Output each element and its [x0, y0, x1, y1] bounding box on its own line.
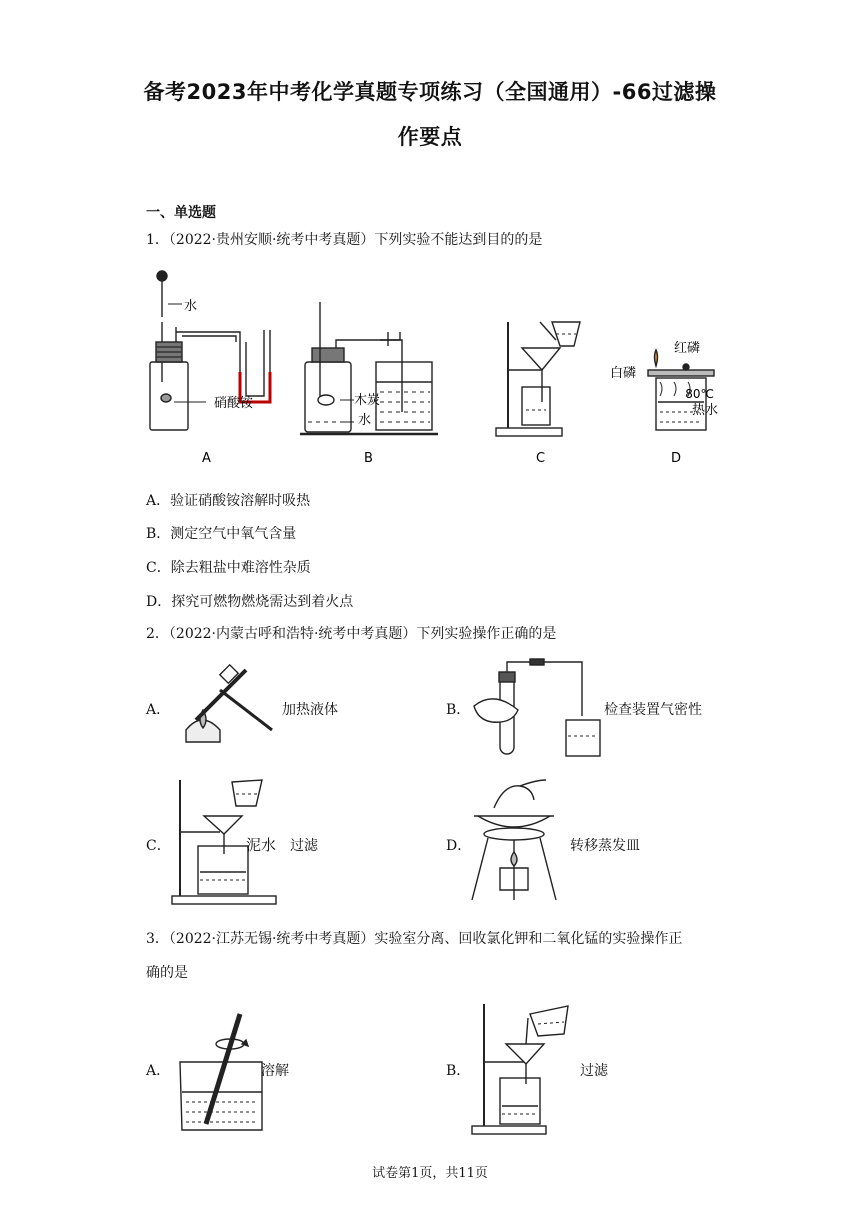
doc-title-line2: 作要点	[397, 125, 463, 149]
q2-option-c-label: 过滤	[290, 838, 318, 854]
q2-figure-d	[464, 778, 564, 904]
q2-figure-b	[470, 656, 616, 760]
q1-label-red-p: 红磷	[674, 341, 701, 356]
section-heading: 一、单选题	[146, 205, 216, 221]
q2-option-c-fig-label: 泥水	[246, 836, 277, 854]
q1-stem: 1．（2022·贵州安顺·统考中考真题）下列实验不能达到目的的是	[146, 232, 543, 248]
q2-figure-a	[176, 660, 280, 750]
q1-option-c: C．除去粗盐中难溶性杂质	[146, 560, 311, 576]
q1-option-a: A．验证硝酸铵溶解时吸热	[146, 493, 311, 509]
q1-panel-letter-b: B	[364, 451, 373, 466]
q1-label-water2: 水	[358, 413, 372, 428]
q1-label-white-p: 白磷	[610, 366, 637, 381]
page-footer: 试卷第1页，共11页	[372, 1166, 488, 1181]
q3-option-a-letter: A．	[146, 1063, 171, 1079]
q1-panel-letter-c: C	[536, 451, 546, 466]
q2-option-a-label: 加热液体	[282, 702, 338, 718]
q1-label-temp: 80℃	[685, 387, 714, 401]
q1-option-b: B．测定空气中氧气含量	[146, 526, 297, 542]
q1-label-nh4no3: 硝酸铵	[214, 396, 254, 411]
q3-figure-a	[178, 1012, 266, 1134]
q1-label-water: 水	[184, 299, 198, 314]
q2-option-d-letter: D．	[446, 838, 472, 854]
q1-panel-letter-a: A	[202, 451, 211, 466]
doc-title-line1: 备考2023年中考化学真题专项练习（全国通用）-66过滤操	[143, 80, 717, 104]
q1-label-hot-water: 热水	[691, 403, 718, 418]
q1-panel-c	[496, 322, 580, 436]
q2-option-c-letter: C．	[146, 838, 171, 854]
q1-option-d: D．探究可燃物燃烧需达到着火点	[146, 594, 354, 610]
q3-stem-line2: 确的是	[146, 965, 188, 981]
q2-option-b-label: 检查装置气密性	[604, 702, 702, 718]
q3-figure-b	[470, 1000, 582, 1140]
q1-label-charcoal: 木炭	[354, 393, 381, 408]
q1-figure	[140, 262, 720, 472]
q2-stem: 2．（2022·内蒙古呼和浩特·统考中考真题）下列实验操作正确的是	[146, 626, 557, 642]
q3-option-b-label: 过滤	[580, 1063, 608, 1079]
q3-stem-line1: 3．（2022·江苏无锡·统考中考真题）实验室分离、回收氯化钾和二氧化锰的实验操作正	[146, 931, 683, 947]
q2-option-a-letter: A．	[146, 702, 171, 718]
q2-option-d-label: 转移蒸发皿	[570, 838, 640, 854]
q3-option-a-label: 溶解	[261, 1063, 289, 1079]
q1-panel-letter-d: D	[671, 451, 682, 466]
q2-option-b-letter: B．	[446, 702, 471, 718]
q3-option-b-letter: B．	[446, 1063, 471, 1079]
